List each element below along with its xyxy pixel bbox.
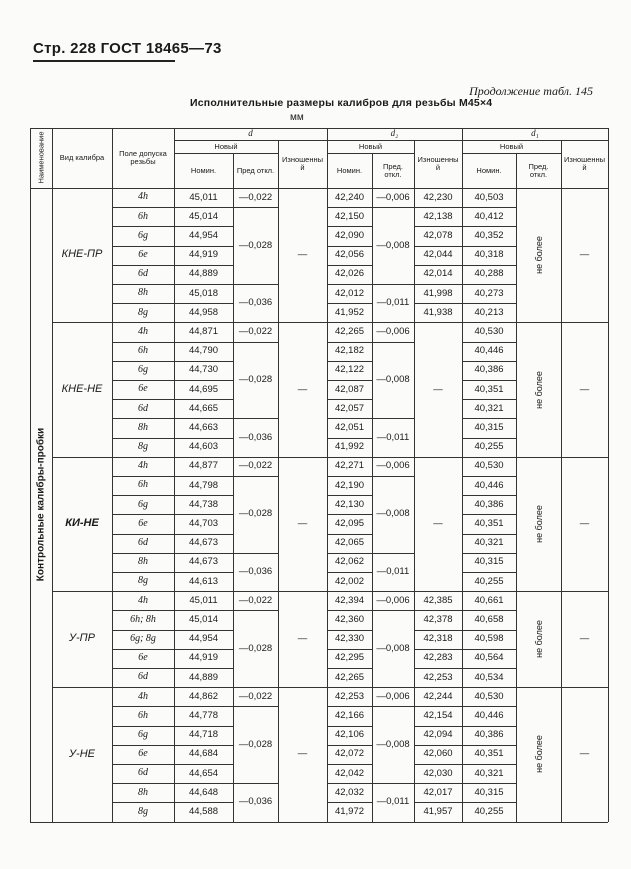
d-nominal-cell: 45,014: [188, 614, 219, 625]
d2-worn-cell: 42,060: [423, 748, 453, 760]
d2-worn-cell: 41,998: [423, 287, 453, 299]
d-nominal-cell: 44,673: [188, 556, 219, 568]
d2-nominal-cell: 42,072: [334, 748, 365, 760]
header-worn-d: Изношенный: [281, 155, 323, 172]
not-more-label: не более: [533, 505, 544, 543]
gauge-type-label: КНЕ-ПР: [61, 248, 103, 261]
tolerance-field-cell: 4h: [138, 460, 148, 472]
header-nomin-d1: Номин.: [476, 165, 502, 175]
tolerance-field-cell: 6d: [138, 536, 148, 548]
header-worn-d2: Изношенный: [417, 155, 459, 172]
d-deviation-cell: —0,028: [238, 508, 273, 520]
d2-nominal-cell: 42,240: [334, 191, 365, 203]
d2-worn-cell: 41,938: [423, 306, 453, 318]
table-bottom-rule: [30, 822, 608, 823]
tolerance-field-cell: 8h: [138, 556, 148, 568]
d2-deviation-cell: —0,006: [376, 594, 410, 606]
tolerance-field-cell: 4h: [138, 191, 148, 203]
d2-deviation-cell: —0,008: [376, 738, 410, 750]
d1-nominal-cell: 40,255: [474, 441, 504, 453]
d2-nominal-cell: 42,182: [334, 345, 365, 357]
tolerance-field-cell: 4h: [138, 690, 148, 702]
d1-nominal-cell: 40,315: [474, 422, 504, 433]
header-nomin-d2: Номин.: [336, 165, 363, 175]
d1-nominal-cell: 40,530: [474, 460, 504, 472]
d2-worn-cell: 42,378: [423, 614, 453, 625]
tolerance-field-cell: 6h; 8h: [130, 613, 156, 625]
d2-deviation-cell: —0,008: [376, 239, 410, 251]
d2-nominal-cell: 42,360: [334, 614, 365, 625]
d2-worn-cell: 42,078: [423, 230, 453, 241]
column-rule: [52, 188, 53, 822]
d2-worn-cell: 42,385: [423, 594, 453, 606]
d2-deviation-cell: —0,006: [376, 690, 410, 702]
d1-nominal-cell: 40,351: [474, 748, 504, 760]
d-nominal-cell: 44,954: [188, 230, 219, 241]
d2-nominal-cell: 41,972: [334, 806, 365, 817]
d-nominal-cell: 44,738: [188, 498, 219, 510]
d-nominal-cell: 44,778: [188, 710, 219, 721]
d-nominal-cell: 44,648: [188, 786, 219, 798]
tolerance-field-cell: 6e: [138, 248, 148, 260]
column-rule: [414, 188, 415, 822]
d2-deviation-cell: —0,008: [376, 642, 410, 654]
d2-worn-cell: 42,014: [423, 268, 453, 280]
d2-deviation-cell: —0,006: [376, 460, 410, 472]
d1-nominal-cell: 40,321: [474, 537, 504, 549]
header-d: d: [248, 128, 253, 139]
d1-nominal-cell: 40,412: [474, 210, 504, 222]
not-more-label: не более: [533, 620, 544, 659]
d-deviation-cell: —0,036: [238, 297, 273, 309]
d-nominal-cell: 45,018: [188, 287, 219, 299]
d2-worn-cell: 42,244: [423, 690, 453, 702]
d-deviation-cell: —0,028: [238, 374, 273, 385]
d2-nominal-cell: 42,106: [334, 729, 365, 741]
d2-nominal-cell: 42,150: [334, 210, 365, 222]
d1-worn-dash: —: [579, 383, 590, 395]
d-nominal-cell: 44,654: [188, 767, 219, 779]
d1-nominal-cell: 40,386: [474, 364, 504, 376]
tolerance-field-cell: 6g: [138, 364, 148, 376]
d-nominal-cell: 44,718: [188, 729, 219, 741]
d-nominal-cell: 44,877: [188, 460, 219, 472]
d2-worn-cell: 42,017: [423, 786, 453, 798]
d2-deviation-cell: —0,011: [376, 431, 410, 443]
tolerance-field-cell: 6d: [138, 402, 148, 414]
d1-nominal-cell: 40,661: [474, 594, 504, 606]
header-new-d: Новый: [214, 141, 238, 151]
d1-nominal-cell: 40,446: [474, 345, 504, 357]
tolerance-field-cell: 6d: [138, 767, 148, 779]
d1-nominal-cell: 40,351: [474, 383, 504, 395]
d1-nominal-cell: 40,288: [474, 268, 504, 280]
d2-deviation-cell: —0,008: [376, 374, 410, 385]
d2-nominal-cell: 42,057: [334, 402, 365, 414]
d2-nominal-cell: 41,992: [334, 441, 365, 453]
d2-worn-cell: 42,318: [423, 633, 453, 645]
d-nominal-cell: 44,862: [188, 690, 219, 702]
d1-nominal-cell: 40,530: [474, 326, 504, 337]
d-nominal-cell: 44,919: [188, 249, 219, 261]
d1-nominal-cell: 40,446: [474, 479, 504, 491]
d-deviation-cell: —0,022: [238, 460, 273, 472]
tolerance-field-cell: 6g; 8g: [130, 632, 156, 644]
d1-nominal-cell: 40,658: [474, 614, 504, 625]
d-deviation-cell: —0,028: [238, 239, 273, 251]
header-name: Наименование: [36, 131, 46, 184]
d1-nominal-cell: 40,315: [474, 786, 504, 798]
tolerance-field-cell: 6d: [138, 671, 148, 683]
d-nominal-cell: 44,889: [188, 671, 219, 683]
header-dev-d2: Пред. откл.: [382, 161, 404, 179]
d1-nominal-cell: 40,255: [474, 806, 504, 817]
d2-worn-dash: —: [433, 383, 443, 395]
continuation-label: Продолжение табл. 145: [469, 84, 593, 98]
header-dev-d1: Пред. откл.: [528, 161, 549, 179]
d2-nominal-cell: 42,265: [334, 326, 365, 337]
tolerance-field-cell: 8g: [138, 440, 148, 452]
d-deviation-cell: —0,022: [238, 191, 273, 203]
column-rule: [516, 188, 517, 822]
d-worn-dash: —: [297, 633, 308, 645]
header-d1: d₁: [531, 128, 539, 139]
d-worn-dash: —: [297, 748, 308, 760]
column-rule: [278, 188, 279, 822]
d-nominal-cell: 44,613: [188, 575, 219, 587]
d1-nominal-cell: 40,446: [474, 710, 504, 721]
d2-worn-cell: 42,138: [423, 210, 453, 222]
d1-nominal-cell: 40,315: [474, 556, 504, 568]
d-nominal-cell: 44,919: [188, 652, 219, 664]
gauge-type-label: КНЕ-НЕ: [61, 382, 103, 395]
rule-v: [30, 128, 31, 188]
d2-worn-cell: 42,253: [423, 671, 453, 683]
d-nominal-cell: 44,673: [188, 537, 219, 549]
d1-nominal-cell: 40,213: [474, 306, 504, 318]
d2-nominal-cell: 42,090: [334, 230, 365, 241]
tolerance-field-cell: 8g: [138, 805, 148, 817]
d-nominal-cell: 44,954: [188, 633, 219, 645]
d2-nominal-cell: 42,394: [334, 594, 365, 606]
rule-v: [608, 128, 609, 188]
d2-nominal-cell: 42,253: [334, 690, 365, 702]
tolerance-field-cell: 6d: [138, 268, 148, 280]
d-deviation-cell: —0,036: [238, 566, 273, 577]
d2-nominal-cell: 42,062: [334, 556, 365, 568]
d-deviation-cell: —0,022: [238, 326, 273, 337]
tolerance-field-cell: 8g: [138, 575, 148, 587]
d2-worn-cell: 42,030: [423, 767, 453, 779]
d2-worn-cell: 42,094: [423, 729, 453, 741]
d2-nominal-cell: 42,295: [334, 652, 365, 664]
d-nominal-cell: 44,695: [188, 383, 219, 395]
tolerance-field-cell: 6e: [138, 748, 148, 760]
d1-worn-dash: —: [579, 518, 590, 529]
d-nominal-cell: 44,958: [188, 306, 219, 318]
unit-label: мм: [290, 112, 304, 123]
d2-nominal-cell: 42,130: [334, 498, 365, 510]
header-nomin-d: Номин.: [190, 165, 217, 175]
d2-deviation-cell: —0,008: [376, 508, 410, 520]
header-rule: [33, 60, 175, 62]
d-deviation-cell: —0,036: [238, 796, 273, 808]
d2-nominal-cell: 42,065: [334, 537, 365, 549]
d2-deviation-cell: —0,006: [376, 326, 410, 337]
header-d2: d₂: [390, 128, 399, 139]
column-rule: [462, 188, 463, 822]
header-worn-d1: Изношенный: [563, 155, 605, 172]
d2-nominal-cell: 42,095: [334, 518, 365, 529]
d2-nominal-cell: 42,087: [334, 383, 365, 395]
d2-nominal-cell: 41,952: [334, 306, 365, 318]
d2-nominal-cell: 42,051: [334, 422, 365, 433]
gauge-type-label: У-ПР: [68, 632, 95, 645]
d1-nominal-cell: 40,273: [474, 287, 504, 299]
d-deviation-cell: —0,028: [238, 738, 273, 750]
d2-deviation-cell: —0,011: [376, 297, 410, 309]
d-nominal-cell: 44,588: [188, 806, 219, 817]
d1-nominal-cell: 40,503: [474, 191, 504, 203]
d-nominal-cell: 44,703: [188, 518, 219, 529]
column-rule: [233, 188, 234, 822]
tolerance-field-cell: 6g: [138, 229, 148, 241]
tolerance-field-cell: 6e: [138, 383, 148, 395]
column-rule: [561, 188, 562, 822]
d2-nominal-cell: 42,056: [334, 249, 365, 261]
tolerance-field-cell: 8h: [138, 786, 148, 798]
d2-deviation-cell: —0,006: [376, 191, 410, 203]
d1-nominal-cell: 40,321: [474, 402, 504, 414]
d2-worn-cell: 42,230: [423, 191, 453, 203]
d2-nominal-cell: 42,122: [334, 364, 365, 376]
not-more-label: не более: [533, 370, 544, 409]
d2-nominal-cell: 42,032: [334, 786, 365, 798]
header-gauge-type: Вид калибра: [59, 153, 105, 163]
d-nominal-cell: 44,871: [188, 326, 219, 337]
header-dev-d: Пред откл.: [236, 165, 275, 175]
d2-worn-dash: —: [433, 518, 443, 529]
d-nominal-cell: 44,790: [188, 345, 219, 357]
page-header: Стр. 228 ГОСТ 18465—73: [33, 40, 222, 57]
column-rule: [30, 188, 31, 822]
tolerance-field-cell: 8h: [138, 421, 148, 433]
d1-nominal-cell: 40,598: [474, 633, 504, 645]
tolerance-field-cell: 4h: [138, 594, 148, 606]
d2-nominal-cell: 42,026: [334, 268, 365, 280]
d2-nominal-cell: 42,190: [334, 479, 365, 491]
side-label: Контрольные калибры-пробки: [35, 427, 47, 581]
d-nominal-cell: 45,014: [188, 210, 219, 222]
d2-nominal-cell: 42,330: [334, 633, 365, 645]
tolerance-field-cell: 6e: [138, 652, 148, 664]
tolerance-field-cell: 6g: [138, 498, 148, 510]
d2-deviation-cell: —0,011: [376, 566, 410, 577]
header-new-d1: Новый: [499, 141, 524, 151]
d1-nominal-cell: 40,534: [474, 671, 504, 683]
d-worn-dash: —: [297, 518, 308, 529]
d-worn-dash: —: [297, 383, 308, 395]
tolerance-field-cell: 6h: [138, 210, 148, 222]
d-nominal-cell: 45,011: [189, 594, 218, 606]
d2-nominal-cell: 42,166: [334, 710, 365, 721]
d1-nominal-cell: 40,530: [474, 690, 504, 702]
d-nominal-cell: 44,730: [188, 364, 219, 376]
not-more-label: не более: [533, 236, 544, 275]
d1-nominal-cell: 40,255: [474, 575, 504, 587]
d2-worn-cell: 42,044: [423, 249, 453, 261]
d1-nominal-cell: 40,352: [474, 230, 504, 241]
d-nominal-cell: 44,798: [188, 479, 219, 491]
d2-worn-cell: 42,283: [423, 652, 453, 664]
d1-nominal-cell: 40,386: [474, 498, 504, 510]
tolerance-field-cell: 6h: [138, 344, 148, 356]
column-rule: [174, 188, 175, 822]
table-title: Исполнительные размеры калибров для резьбы М45×4: [190, 97, 493, 109]
header-new-d2: Новый: [358, 141, 383, 151]
tolerance-field-cell: 6g: [138, 728, 148, 740]
d2-nominal-cell: 42,271: [334, 460, 365, 472]
d-deviation-cell: —0,022: [238, 690, 273, 702]
tolerance-field-cell: 6h: [138, 479, 148, 491]
not-more-label: не более: [533, 735, 544, 774]
d1-worn-dash: —: [579, 633, 590, 645]
tolerance-field-cell: 6h: [138, 709, 148, 721]
d1-nominal-cell: 40,564: [474, 652, 504, 664]
d-nominal-cell: 44,889: [188, 268, 219, 280]
d-nominal-cell: 44,603: [188, 441, 219, 453]
gauge-type-label: У-НЕ: [69, 747, 95, 760]
d2-nominal-cell: 42,002: [334, 575, 365, 587]
d1-nominal-cell: 40,351: [474, 518, 504, 529]
d-deviation-cell: —0,036: [238, 431, 273, 443]
tolerance-field-cell: 4h: [138, 325, 148, 337]
d2-worn-cell: 42,154: [423, 710, 453, 721]
header-tol-field: Поле допуска резьбы: [119, 149, 167, 166]
d2-worn-cell: 41,957: [423, 806, 453, 817]
d2-deviation-cell: —0,011: [376, 796, 410, 808]
column-rule: [112, 188, 113, 822]
d2-nominal-cell: 42,012: [334, 287, 365, 299]
d-deviation-cell: —0,028: [238, 642, 273, 654]
d-nominal-cell: 44,665: [188, 402, 219, 414]
d1-worn-dash: —: [579, 748, 590, 760]
d1-nominal-cell: 40,386: [474, 729, 504, 741]
tolerance-field-cell: 6e: [138, 517, 148, 529]
d-worn-dash: —: [297, 249, 308, 261]
d-nominal-cell: 44,663: [188, 422, 219, 433]
d2-nominal-cell: 42,265: [334, 671, 365, 683]
d1-worn-dash: —: [579, 249, 590, 261]
d-deviation-cell: —0,022: [238, 594, 273, 606]
column-rule: [372, 188, 373, 822]
d2-nominal-cell: 42,042: [334, 767, 365, 779]
d-nominal-cell: 44,684: [188, 748, 219, 760]
d-nominal-cell: 45,011: [189, 191, 218, 203]
column-rule: [608, 188, 609, 822]
tolerance-field-cell: 8h: [138, 287, 148, 299]
tolerance-field-cell: 8g: [138, 306, 148, 318]
d1-nominal-cell: 40,321: [474, 767, 504, 779]
column-rule: [327, 188, 328, 822]
gauge-type-label: КИ-НЕ: [65, 517, 99, 530]
d1-nominal-cell: 40,318: [474, 249, 504, 261]
